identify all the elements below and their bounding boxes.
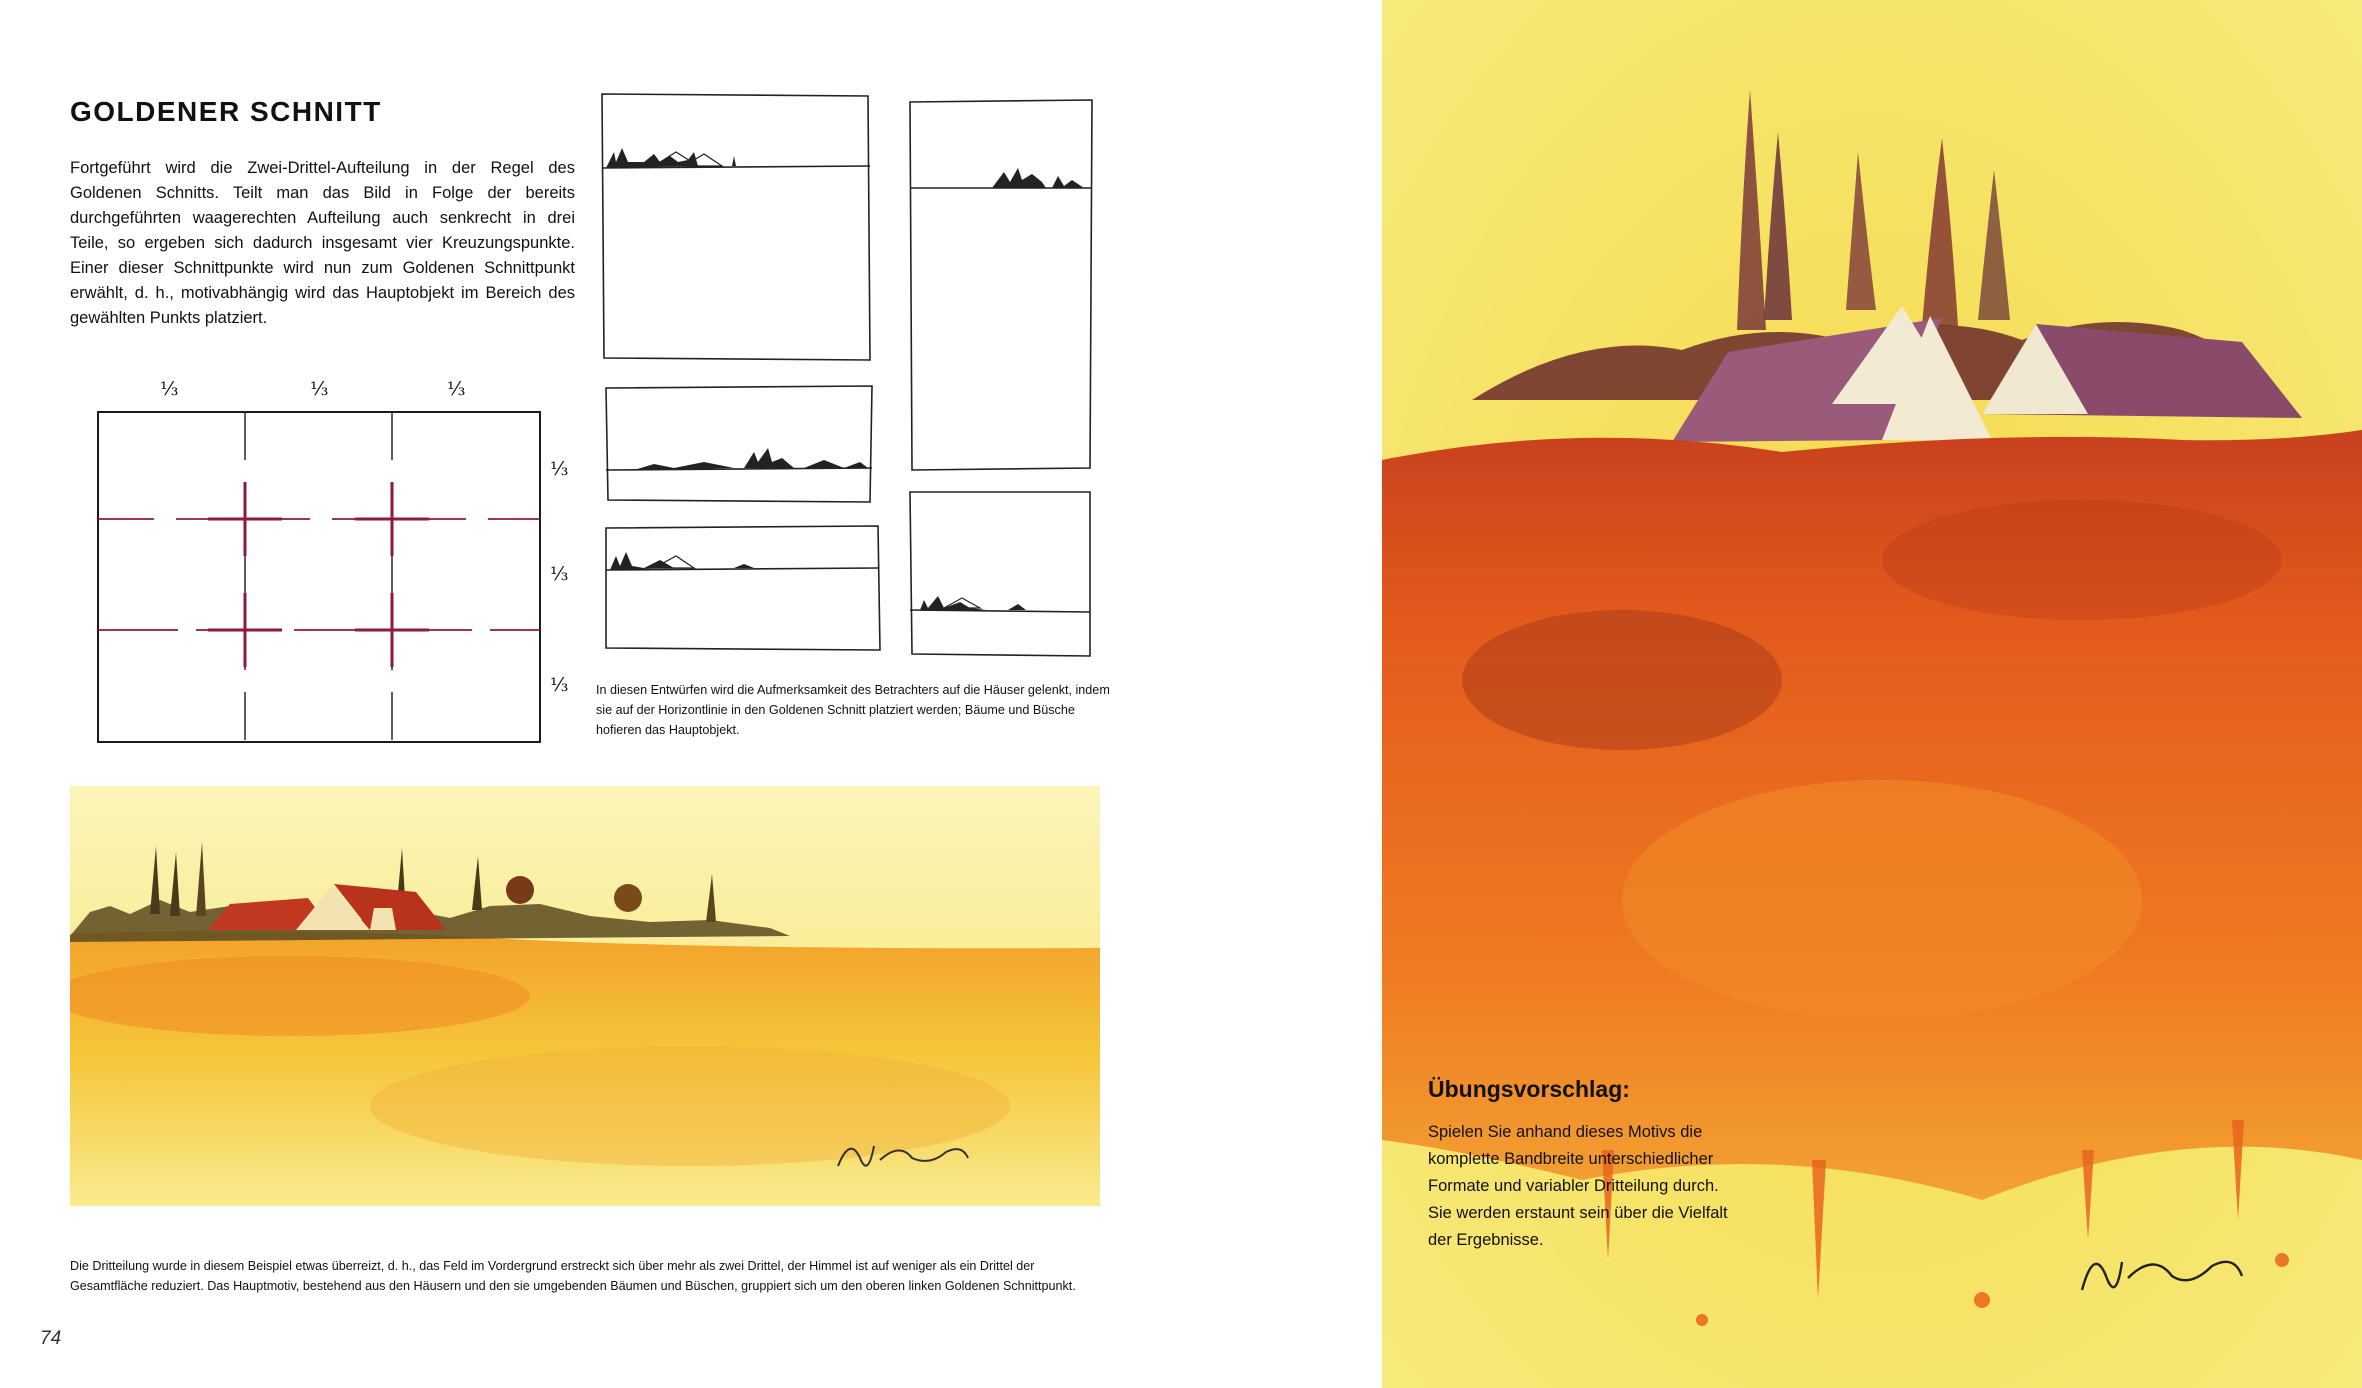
exercise-box bbox=[1428, 1076, 1728, 1254]
col-label-2: ⅓ bbox=[310, 378, 329, 400]
row-label-1: ⅓ bbox=[550, 458, 569, 480]
exercise-title: Übungsvorschlag: bbox=[1428, 1076, 1630, 1102]
page-title: GOLDENER SCHNITT bbox=[70, 96, 382, 127]
painting-caption: Die Dritteilung wurde in diesem Beispiel etwas überreizt, d. h., das Feld im Vordergrund erstreckt sich über mehr als zwei Drittel, der Himmel ist auf weniger als ein Drittel der Gesamtfläche reduziert. Das Hauptmotiv, bestehend aus den Häusern und den sie umgebenden Bäumen und Büschen, gruppiert sich um den oberen linken Goldenen Schnittpunkt. bbox=[70, 1259, 1076, 1293]
exercise-text: Spielen Sie anhand dieses Motivs die komplette Bandbreite unterschiedlicher Formate und variabler Dritteilung durch. Sie werden erstaunt sein über die Vielfalt der Ergebnisse. bbox=[1428, 1123, 1728, 1249]
col-label-1: ⅓ bbox=[160, 378, 179, 400]
col-label-3: ⅓ bbox=[447, 378, 466, 400]
thirds-grid-diagram bbox=[90, 404, 550, 754]
row-label-2: ⅓ bbox=[550, 563, 569, 585]
landscape-painting bbox=[70, 786, 1100, 1206]
sketches-caption: In diesen Entwürfen wird die Aufmerksamkeit des Betrachters auf die Häuser gelenkt, indem sie auf der Horizontlinie in den Goldenen Schnitt platziert werden; Bäume und Büsche hofieren das Hauptobjekt. bbox=[596, 683, 1110, 737]
intro-paragraph: Fortgeführt wird die Zwei-Drittel-Aufteilung in der Regel des Goldenen Schnitts. Teilt man das Bild in Folge der bereits durchgeführten waagerechten Aufteilung auch senkrecht in drei Teile, so ergeben sich dadurch insgesamt vier Kreuzungspunkte. Einer dieser Schnittpunkte wird nun zum Goldenen Schnittpunkt erwählt, d. h., motivabhängig wird das Hauptobjekt im Bereich des gewählten Punkts platziert. bbox=[70, 159, 575, 327]
composition-sketches bbox=[594, 82, 1104, 672]
row-label-3: ⅓ bbox=[550, 674, 569, 696]
page-number: 74 bbox=[40, 1328, 62, 1349]
